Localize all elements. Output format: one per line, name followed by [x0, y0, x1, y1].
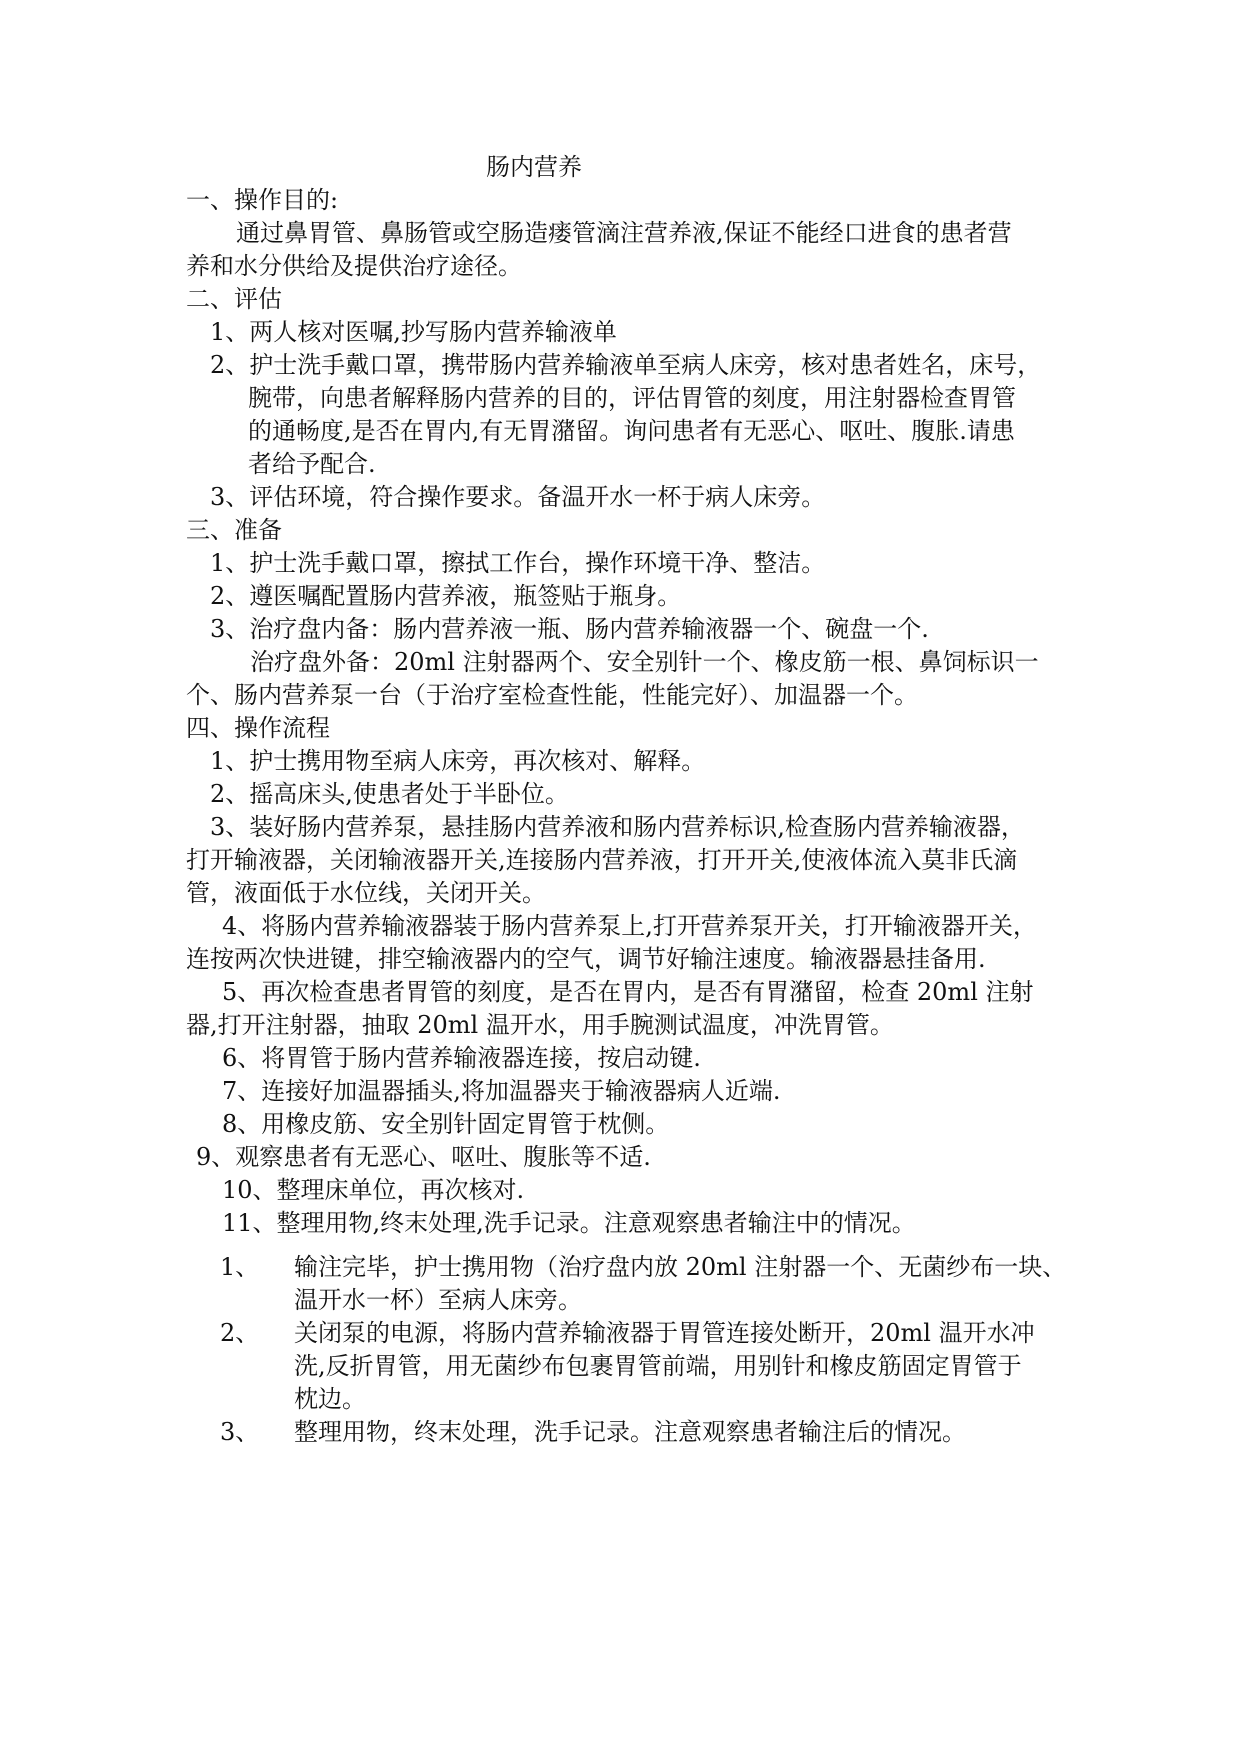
- purpose-text-line-2: 养和水分供给及提供治疗途径。: [186, 252, 522, 280]
- procedure-item-3-line-2: 打开输液器，关闭输液器开关,连接肠内营养液，打开开关,使液体流入莫非氏滴: [186, 846, 1018, 874]
- assessment-item-2-line-4: 者给予配合.: [248, 450, 376, 478]
- assessment-item-2-line-3: 的通畅度,是否在胃内,有无胃潴留。询问患者有无恶心、呕吐、腹胀.请患: [248, 417, 1015, 445]
- completion-item-3-number: 3、: [220, 1418, 260, 1446]
- preparation-item-2: 2、遵医嘱配置肠内营养液，瓶签贴于瓶身。: [210, 582, 682, 610]
- procedure-item-2: 2、摇高床头,使患者处于半卧位。: [210, 780, 569, 808]
- procedure-item-6: 6、将胃管于肠内营养输液器连接，按启动键.: [222, 1044, 701, 1072]
- section-heading-procedure: 四、操作流程: [186, 714, 330, 742]
- procedure-item-10: 10、整理床单位，再次核对.: [222, 1176, 525, 1204]
- assessment-item-3: 3、评估环境，符合操作要求。备温开水一杯于病人床旁。: [210, 483, 826, 511]
- completion-item-2-line-3: 枕边。: [294, 1385, 366, 1413]
- procedure-item-1: 1、护士携用物至病人床旁，再次核对、解释。: [210, 747, 706, 775]
- assessment-item-1: 1、两人核对医嘱,抄写肠内营养输液单: [210, 318, 617, 346]
- completion-item-1-line-1: 输注完毕，护士携用物（治疗盘内放 20ml 注射器一个、无菌纱布一块、: [294, 1253, 1067, 1281]
- preparation-item-3: 3、治疗盘内备：肠内营养液一瓶、肠内营养输液器一个、碗盘一个.: [210, 615, 929, 643]
- preparation-item-4-line-1: 治疗盘外备：20ml 注射器两个、安全别针一个、橡皮筋一根、鼻饲标识一: [250, 648, 1039, 676]
- assessment-item-2-line-2: 腕带，向患者解释肠内营养的目的，评估胃管的刻度，用注射器检查胃管: [248, 384, 1016, 412]
- procedure-item-4-line-1: 4、将肠内营养输液器装于肠内营养泵上,打开营养泵开关，打开输液器开关，: [222, 912, 1037, 940]
- procedure-item-9: 9、观察患者有无恶心、呕吐、腹胀等不适.: [196, 1143, 651, 1171]
- completion-item-2-line-1: 关闭泵的电源，将肠内营养输液器于胃管连接处断开，20ml 温开水冲: [294, 1319, 1035, 1347]
- section-heading-preparation: 三、准备: [186, 516, 282, 544]
- completion-item-1-number: 1、: [220, 1253, 260, 1281]
- purpose-text-line-1: 通过鼻胃管、鼻肠管或空肠造瘘管滴注营养液,保证不能经口进食的患者营: [236, 219, 1012, 247]
- procedure-item-3-line-3: 管，液面低于水位线，关闭开关。: [186, 879, 546, 907]
- procedure-item-8: 8、用橡皮筋、安全别针固定胃管于枕侧。: [222, 1110, 670, 1138]
- preparation-item-1: 1、护士洗手戴口罩，擦拭工作台，操作环境干净、整洁。: [210, 549, 826, 577]
- procedure-item-7: 7、连接好加温器插头,将加温器夹于输液器病人近端.: [222, 1077, 781, 1105]
- completion-item-2-number: 2、: [220, 1319, 260, 1347]
- section-heading-purpose: 一、操作目的:: [186, 186, 339, 214]
- procedure-item-11: 11、整理用物,终末处理,洗手记录。注意观察患者输注中的情况。: [222, 1209, 916, 1237]
- preparation-item-4-line-2: 个、肠内营养泵一台（于治疗室检查性能，性能完好）、加温器一个。: [186, 681, 918, 709]
- procedure-item-5-line-2: 器,打开注射器，抽取 20ml 温开水，用手腕测试温度，冲洗胃管。: [186, 1011, 894, 1039]
- completion-item-2-line-2: 洗,反折胃管，用无菌纱布包裹胃管前端，用别针和橡皮筋固定胃管于: [294, 1352, 1022, 1380]
- document-title: 肠内营养: [486, 153, 582, 181]
- procedure-item-3-line-1: 3、装好肠内营养泵，悬挂肠内营养液和肠内营养标识,检查肠内营养输液器，: [210, 813, 1025, 841]
- completion-item-3-text: 整理用物，终末处理，洗手记录。注意观察患者输注后的情况。: [294, 1418, 966, 1446]
- assessment-item-2-line-1: 2、护士洗手戴口罩，携带肠内营养输液单至病人床旁，核对患者姓名，床号，: [210, 351, 1042, 379]
- section-heading-assessment: 二、评估: [186, 285, 282, 313]
- procedure-item-5-line-1: 5、再次检查患者胃管的刻度，是否在胃内，是否有胃潴留，检查 20ml 注射: [222, 978, 1034, 1006]
- completion-item-1-line-2: 温开水一杯）至病人床旁。: [294, 1286, 582, 1314]
- procedure-item-4-line-2: 连按两次快进键，排空输液器内的空气，调节好输注速度。输液器悬挂备用.: [186, 945, 986, 973]
